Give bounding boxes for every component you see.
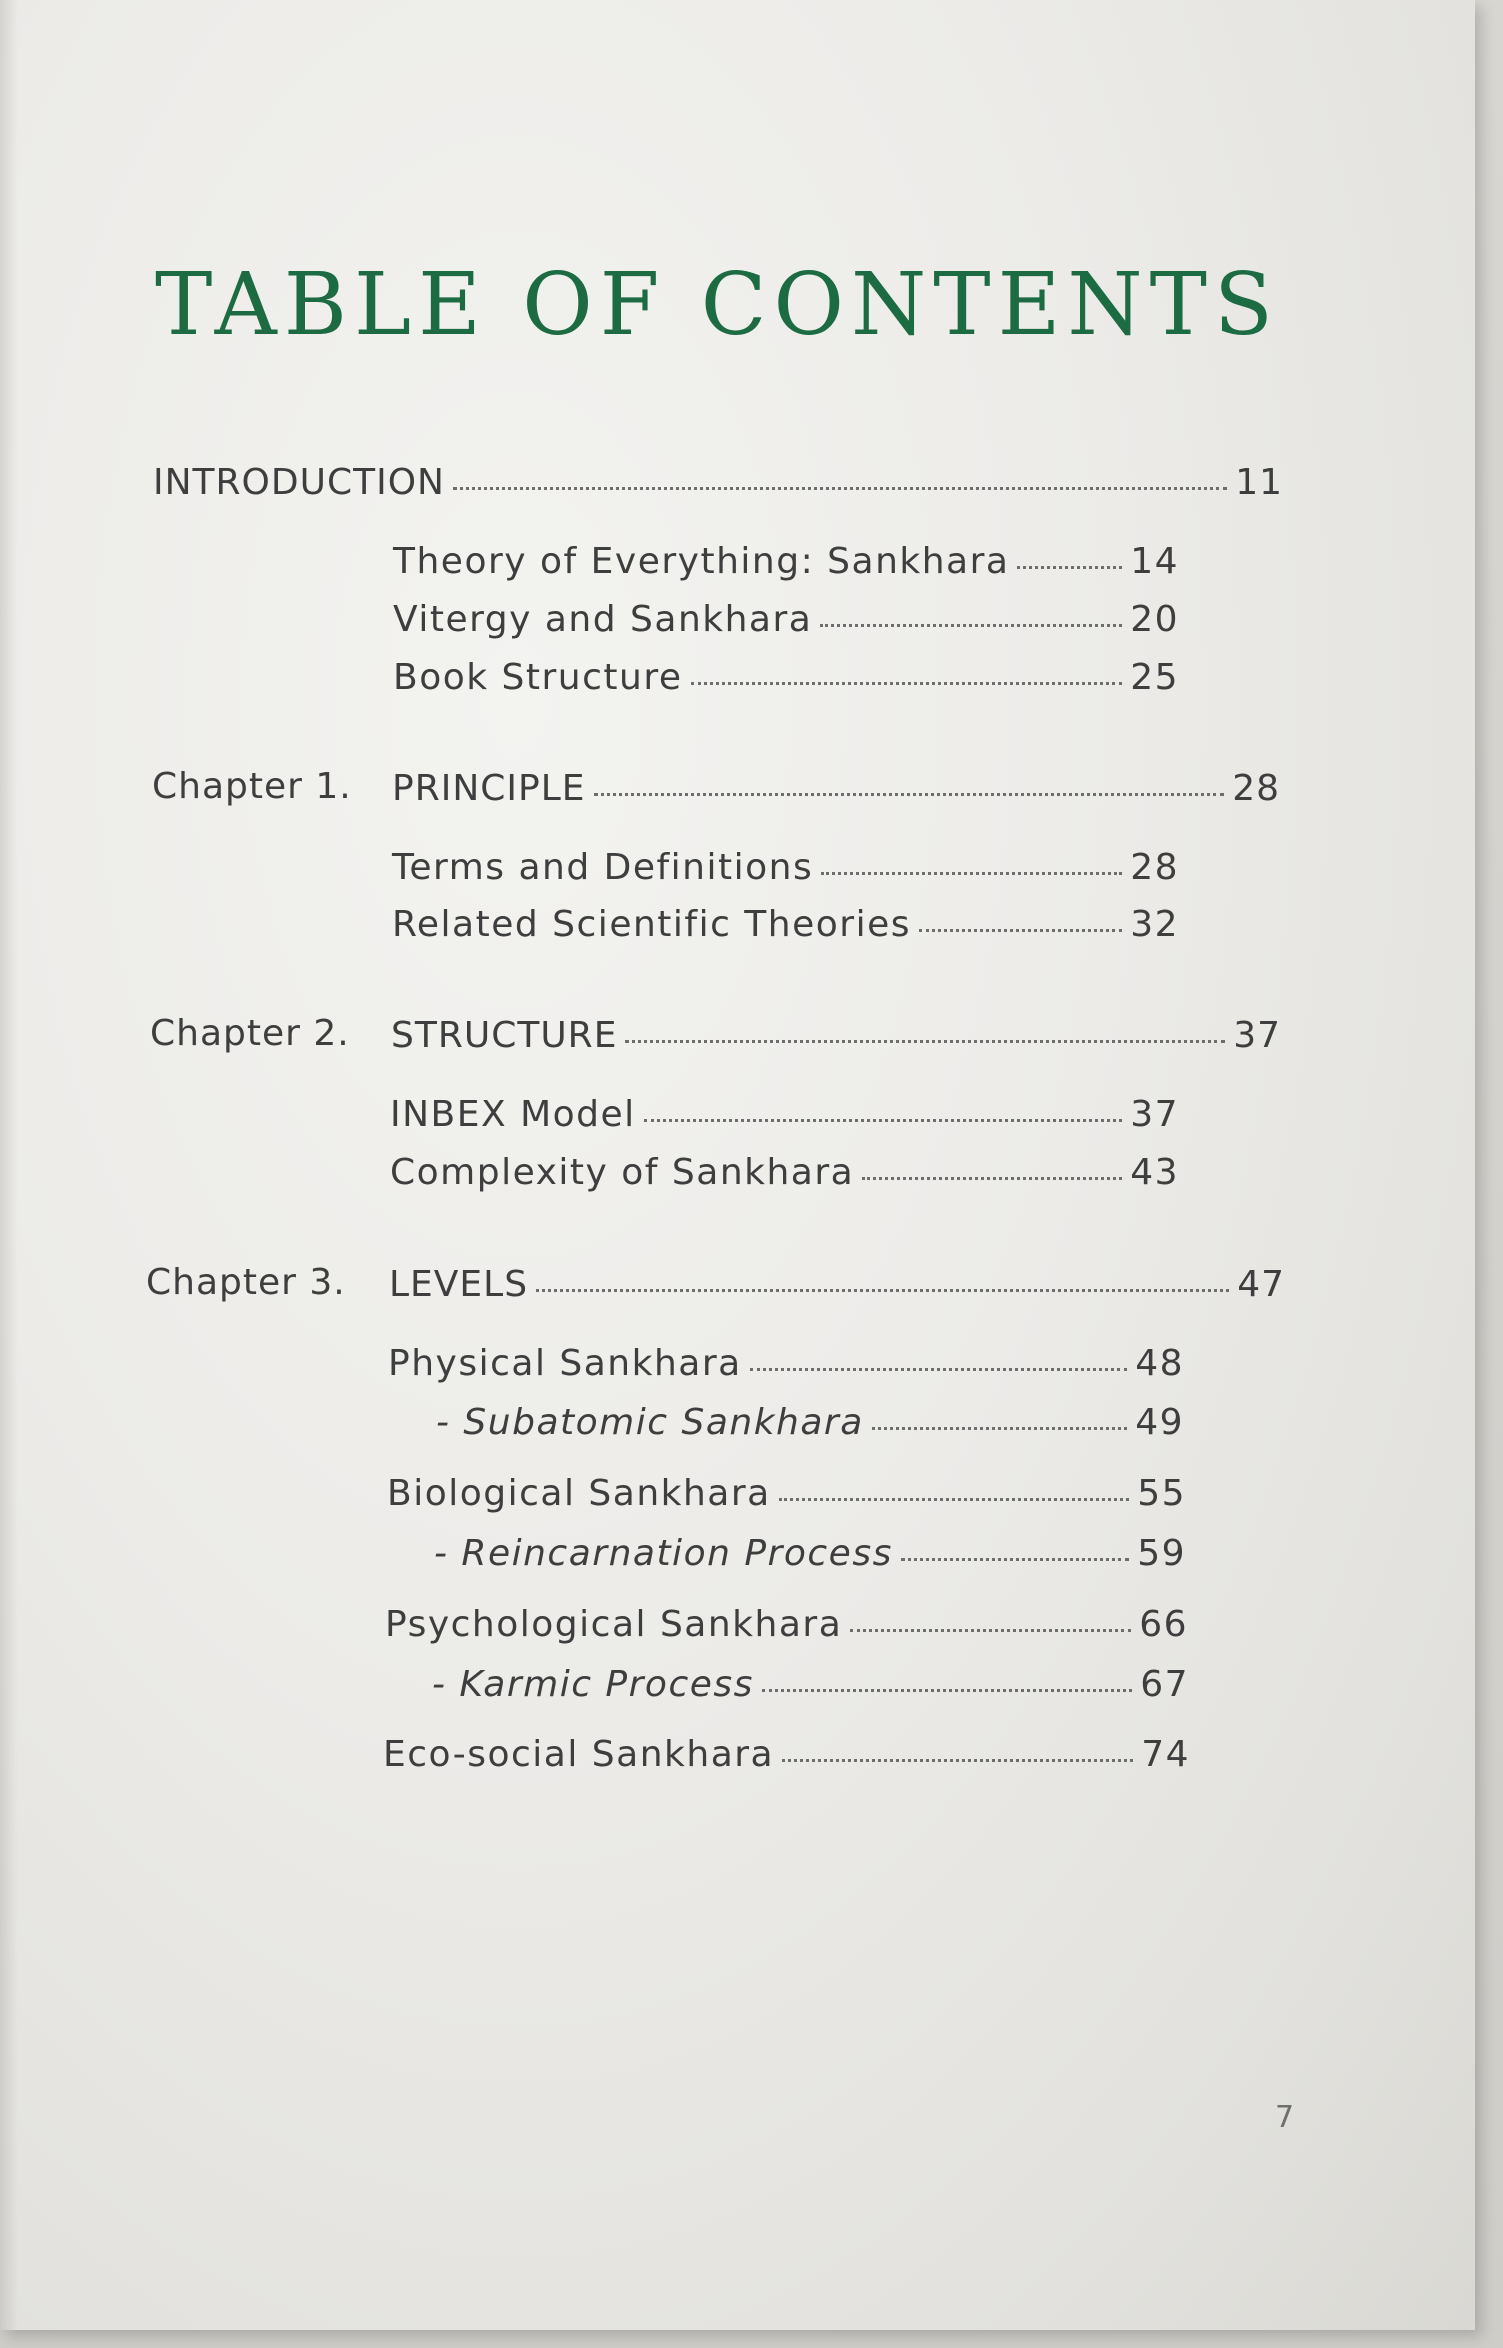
- dot-leader: [762, 1689, 1132, 1692]
- toc-entry-title: Related Scientific Theories: [392, 904, 911, 945]
- toc-entry-chapter-1[interactable]: [392, 768, 1280, 809]
- toc-entry-title: PRINCIPLE: [392, 768, 586, 809]
- dot-leader: [453, 487, 1227, 490]
- toc-subentry-nested[interactable]: [434, 1533, 1186, 1574]
- dot-leader: [691, 682, 1123, 685]
- toc-entry-title: - Subatomic Sankhara: [436, 1402, 864, 1443]
- dot-leader: [644, 1119, 1123, 1122]
- toc-page-number: 11: [1235, 462, 1283, 503]
- toc-page-number: 67: [1140, 1664, 1189, 1705]
- toc-page-number: 28: [1130, 847, 1179, 888]
- toc-page-number: 43: [1130, 1152, 1179, 1193]
- dot-leader: [850, 1629, 1131, 1632]
- dot-leader: [625, 1040, 1225, 1043]
- toc-page-number: 37: [1130, 1094, 1179, 1135]
- page-number: 7: [1275, 2100, 1295, 2135]
- toc-entry-title: - Karmic Process: [432, 1664, 754, 1705]
- toc-subentry[interactable]: [385, 1604, 1188, 1645]
- toc-page-number: 55: [1137, 1473, 1186, 1514]
- dot-leader: [919, 929, 1122, 932]
- toc-subentry[interactable]: [392, 847, 1179, 888]
- toc-page-number: 49: [1135, 1402, 1184, 1443]
- toc-entry-title: INBEX Model: [390, 1094, 636, 1135]
- toc-page-number: 28: [1232, 768, 1280, 809]
- toc-page-number: 20: [1130, 599, 1179, 640]
- chapter-label: Chapter 1.: [152, 766, 352, 807]
- toc-subentry[interactable]: [393, 657, 1179, 698]
- toc-entry-title: INTRODUCTION: [153, 462, 445, 503]
- toc-entry-title: Biological Sankhara: [387, 1473, 771, 1514]
- chapter-label: Chapter 3.: [146, 1262, 346, 1303]
- toc-subentry-nested[interactable]: [432, 1664, 1189, 1705]
- toc-entry-chapter-3[interactable]: [389, 1264, 1285, 1305]
- toc-entry-title: Complexity of Sankhara: [390, 1152, 855, 1193]
- toc-subentry[interactable]: [393, 541, 1179, 582]
- toc-subentry-nested[interactable]: [436, 1402, 1184, 1443]
- toc-page-number: 66: [1139, 1604, 1188, 1645]
- toc-entry-title: Vitergy and Sankhara: [393, 599, 813, 640]
- dot-leader: [536, 1289, 1229, 1292]
- toc-page-number: 32: [1130, 904, 1179, 945]
- page-title: TABLE OF CONTENTS: [155, 255, 1280, 355]
- toc-entry-introduction[interactable]: [153, 462, 1283, 503]
- toc-entry-title: Theory of Everything: Sankhara: [393, 541, 1010, 582]
- dot-leader: [750, 1368, 1127, 1371]
- toc-entry-title: Terms and Definitions: [392, 847, 814, 888]
- toc-subentry[interactable]: [393, 599, 1179, 640]
- chapter-label: Chapter 2.: [150, 1013, 350, 1054]
- toc-page-number: 74: [1141, 1734, 1190, 1775]
- dot-leader: [901, 1558, 1129, 1561]
- toc-page-number: 25: [1130, 657, 1179, 698]
- toc-subentry[interactable]: [383, 1734, 1190, 1775]
- toc-page-number: 37: [1233, 1015, 1281, 1056]
- toc-entry-title: - Reincarnation Process: [434, 1533, 893, 1574]
- toc-entry-title: Eco-social Sankhara: [383, 1734, 775, 1775]
- dot-leader: [872, 1427, 1127, 1430]
- toc-page-number: 48: [1135, 1343, 1184, 1384]
- toc-entry-chapter-2[interactable]: [391, 1015, 1281, 1056]
- toc-page-number: 59: [1137, 1533, 1186, 1574]
- dot-leader: [1017, 566, 1122, 569]
- toc-subentry[interactable]: [392, 904, 1179, 945]
- toc-subentry[interactable]: [388, 1343, 1184, 1384]
- toc-subentry[interactable]: [387, 1473, 1186, 1514]
- dot-leader: [862, 1177, 1122, 1180]
- toc-entry-title: Psychological Sankhara: [385, 1604, 843, 1645]
- toc-subentry[interactable]: [390, 1094, 1179, 1135]
- toc-subentry[interactable]: [390, 1152, 1179, 1193]
- toc-entry-title: STRUCTURE: [391, 1015, 618, 1056]
- dot-leader: [782, 1759, 1133, 1762]
- toc-entry-title: LEVELS: [389, 1264, 529, 1305]
- dot-leader: [779, 1498, 1129, 1501]
- dot-leader: [820, 624, 1122, 627]
- dot-leader: [594, 793, 1225, 796]
- toc-page-number: 14: [1130, 541, 1179, 582]
- dot-leader: [821, 872, 1122, 875]
- toc-page-number: 47: [1237, 1264, 1285, 1305]
- toc-entry-title: Physical Sankhara: [388, 1343, 742, 1384]
- toc-entry-title: Book Structure: [393, 657, 683, 698]
